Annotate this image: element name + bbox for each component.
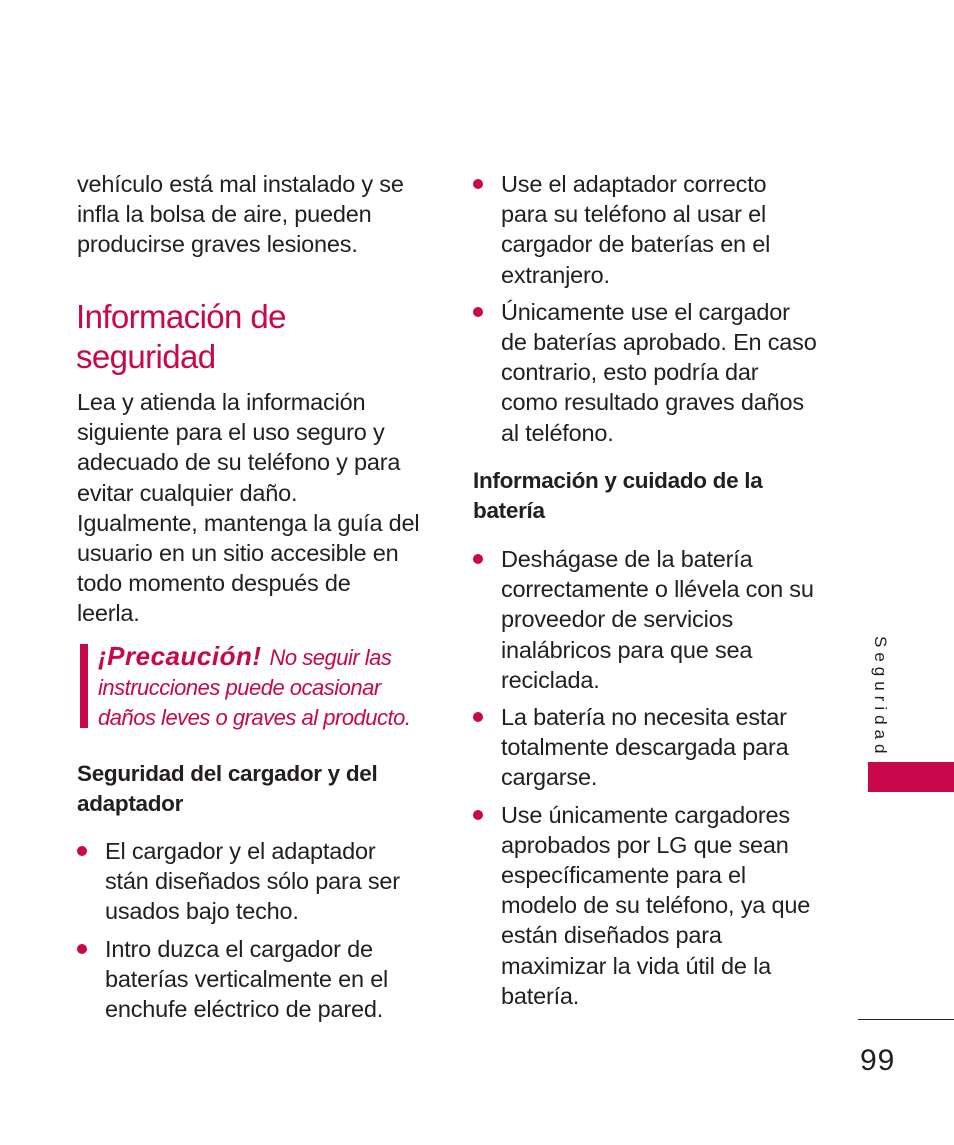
bullet-dot-icon [77, 846, 87, 856]
caution-text: daños leves o graves al producto. [98, 705, 411, 731]
text-line: Use únicamente cargadores [501, 801, 790, 828]
right-bullet-list-bottom [473, 544, 833, 1018]
side-tab-label: Seguridad [871, 636, 890, 759]
text-line: usuario en un sitio accesible en [77, 540, 399, 567]
page-number: 99 [860, 1044, 896, 1077]
caution-text: No seguir las [269, 645, 392, 670]
text-line: correctamente o llévela con su [501, 576, 814, 603]
text-line: baterías verticalmente en el [105, 965, 389, 992]
text-line: siguiente para el uso seguro y [77, 419, 385, 446]
side-tab-marker [868, 762, 954, 792]
subsection-title-line: Información y cuidado de la [473, 468, 763, 493]
list-item [473, 169, 833, 290]
footer-rule [858, 1019, 954, 1020]
bullet-dot-icon [473, 554, 483, 564]
text-line: enchufe eléctrico de pared. [105, 996, 384, 1023]
subsection-title-line: batería [473, 498, 545, 524]
text-line: Intro duzca el cargador de [105, 935, 373, 962]
intro-paragraph [77, 169, 437, 260]
text-line: inalábricos para que sea [501, 636, 753, 663]
text-line: de baterías aprobado. En caso [501, 329, 817, 356]
list-item [473, 297, 833, 448]
text-line: contrario, esto podría dar [501, 359, 759, 386]
text-line: La batería no necesita estar [501, 704, 787, 731]
caution-text: instrucciones puede ocasionar [98, 675, 381, 701]
text-line: producirse graves lesiones. [77, 231, 358, 258]
text-line: infla la bolsa de aire, pueden [77, 201, 372, 228]
caution-title: ¡Precaución! [98, 641, 262, 671]
list-item [77, 934, 437, 1025]
text-line: cargarse. [501, 764, 598, 791]
text-line: como resultado graves daños [501, 389, 804, 416]
text-line: Deshágase de la batería [501, 546, 753, 572]
caution-first-line [98, 641, 458, 673]
list-item [473, 544, 833, 695]
section-title-line: Información de [76, 298, 286, 335]
bullet-dot-icon [77, 944, 87, 954]
text-line: extranjero. [501, 261, 610, 288]
section-title [76, 297, 436, 377]
text-line: todo momento después de [77, 570, 351, 597]
text-line: cargador de baterías en el [501, 231, 771, 258]
bullet-dot-icon [473, 307, 483, 317]
text-line: Lea y atienda la información [77, 389, 366, 415]
subsection-title-line: Seguridad del cargador y del [77, 761, 378, 786]
subsection-title-charger [77, 759, 437, 819]
text-line: totalmente descargada para [501, 734, 789, 761]
right-bullet-list-top [473, 169, 833, 455]
text-line: Igualmente, mantenga la guía del [77, 509, 420, 536]
bullet-dot-icon [473, 179, 483, 189]
text-line: específicamente para el [501, 862, 746, 889]
text-line: modelo de su teléfono, ya que [501, 892, 811, 919]
text-line: Use el adaptador correcto [501, 171, 767, 197]
bullet-dot-icon [473, 712, 483, 722]
list-item [473, 800, 833, 1011]
left-column [77, 169, 437, 260]
text-line: stán diseñados sólo para ser [105, 868, 400, 895]
text-line: al teléfono. [501, 419, 614, 446]
section-title-line: seguridad [76, 338, 216, 375]
caution-accent-bar [80, 644, 88, 728]
caution-note [98, 641, 458, 734]
section-paragraph [77, 387, 437, 629]
subsection-title-line: adaptador [77, 791, 184, 817]
text-line: El cargador y el adaptador [105, 838, 376, 864]
text-line: para su teléfono al usar el [501, 201, 767, 228]
text-line: leerla. [77, 600, 140, 627]
text-line: Únicamente use el cargador [501, 298, 790, 325]
bullet-dot-icon [473, 810, 483, 820]
text-line: usados bajo techo. [105, 898, 299, 925]
text-line: maximizar la vida útil de la [501, 952, 771, 979]
text-line: están diseñados para [501, 922, 722, 949]
text-line: reciclada. [501, 666, 600, 693]
text-line: adecuado de su teléfono y para [77, 449, 401, 476]
list-item [473, 702, 833, 793]
text-line: vehículo está mal instalado y se [77, 171, 404, 197]
text-line: batería. [501, 982, 580, 1009]
text-line: evitar cualquier daño. [77, 479, 298, 506]
list-item [77, 836, 437, 927]
subsection-title-battery [473, 466, 833, 526]
charger-bullet-list [77, 836, 437, 1031]
text-line: proveedor de servicios [501, 606, 734, 633]
text-line: aprobados por LG que sean [501, 831, 789, 858]
